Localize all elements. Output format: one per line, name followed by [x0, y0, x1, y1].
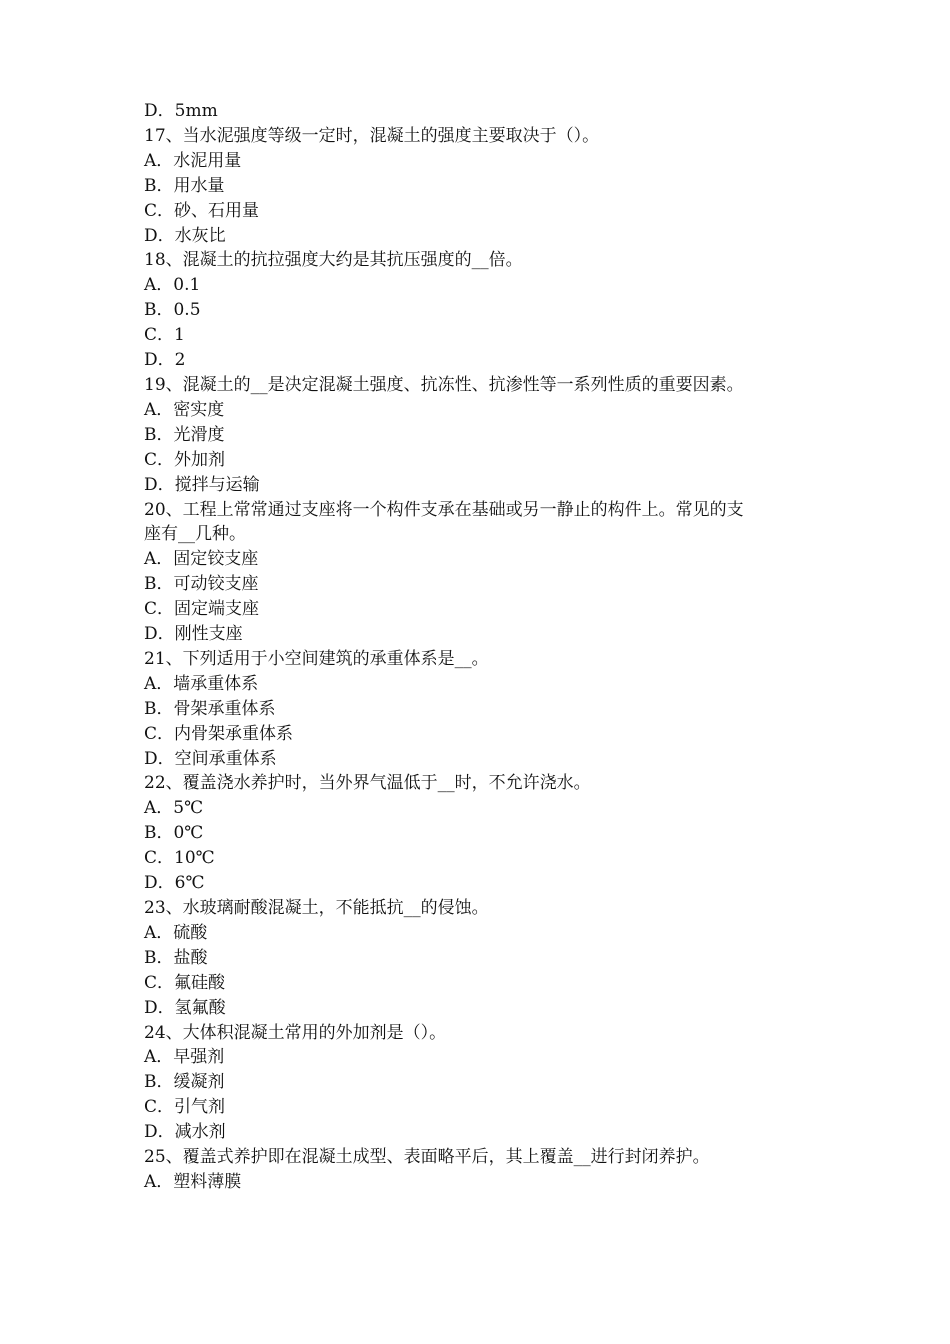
question-line: 23、水玻璃耐酸混凝土，不能抵抗__的侵蚀。 — [144, 898, 489, 918]
document-body — [144, 99, 824, 1195]
option-line: D．6℃ — [144, 873, 205, 894]
option-line: D．搅拌与运输 — [144, 474, 260, 495]
option-line: A．密实度 — [144, 399, 225, 420]
option-line: C．固定端支座 — [144, 599, 260, 620]
option-line: D．2 — [144, 350, 186, 371]
option-line: C．引气剂 — [144, 1097, 226, 1118]
question-line: 22、覆盖浇水养护时，当外界气温低于__时，不允许浇水。 — [144, 773, 591, 794]
option-line: C．1 — [144, 325, 185, 346]
option-line: D．减水剂 — [144, 1122, 226, 1143]
option-line: A．早强剂 — [144, 1047, 225, 1068]
option-line: D．氢氟酸 — [144, 997, 226, 1018]
option-line: C．氟硅酸 — [144, 972, 226, 993]
option-line: B．可动铰支座 — [144, 574, 259, 595]
option-line: B．0℃ — [144, 823, 204, 844]
option-line: A．0.1 — [144, 275, 201, 296]
question-line: 21、下列适用于小空间建筑的承重体系是__。 — [144, 648, 489, 669]
option-line: B．骨架承重体系 — [144, 698, 276, 719]
option-line: B．缓凝剂 — [144, 1072, 225, 1093]
option-line: B．盐酸 — [144, 947, 208, 968]
option-line: A．水泥用量 — [144, 150, 242, 171]
option-line: D．5mm — [144, 101, 218, 121]
question-line: 19、混凝土的__是决定混凝土强度、抗冻性、抗渗性等一系列性质的重要因素。 — [144, 374, 744, 395]
option-line: B．用水量 — [144, 175, 225, 196]
option-line: A．硫酸 — [144, 922, 208, 943]
option-line: A．墙承重体系 — [144, 673, 259, 694]
option-line: D．刚性支座 — [144, 624, 243, 645]
option-line: D．水灰比 — [144, 225, 226, 246]
option-line: C．砂、石用量 — [144, 200, 260, 221]
question-line: 17、当水泥强度等级一定时，混凝土的强度主要取决于（）。 — [144, 125, 600, 146]
option-line: B．光滑度 — [144, 424, 225, 445]
question-line: 24、大体积混凝土常用的外加剂是（）。 — [144, 1022, 447, 1043]
option-line: C．外加剂 — [144, 449, 226, 470]
option-line: A．塑料薄膜 — [144, 1171, 242, 1192]
question-line: 18、混凝土的抗拉强度大约是其抗压强度的__倍。 — [144, 250, 523, 271]
option-line: C．内骨架承重体系 — [144, 723, 294, 744]
option-line: A．5℃ — [144, 798, 204, 819]
option-line: C．10℃ — [144, 848, 215, 869]
question-line-continued: 座有__几种。 — [144, 524, 246, 545]
question-line: 20、工程上常常通过支座将一个构件支承在基础或另一静止的构件上。常见的支 — [144, 499, 744, 520]
option-line: A．固定铰支座 — [144, 549, 259, 570]
option-line: D．空间承重体系 — [144, 748, 277, 769]
option-line: B．0.5 — [144, 300, 201, 321]
question-line: 25、覆盖式养护即在混凝土成型、表面略平后，其上覆盖__进行封闭养护。 — [144, 1147, 710, 1168]
